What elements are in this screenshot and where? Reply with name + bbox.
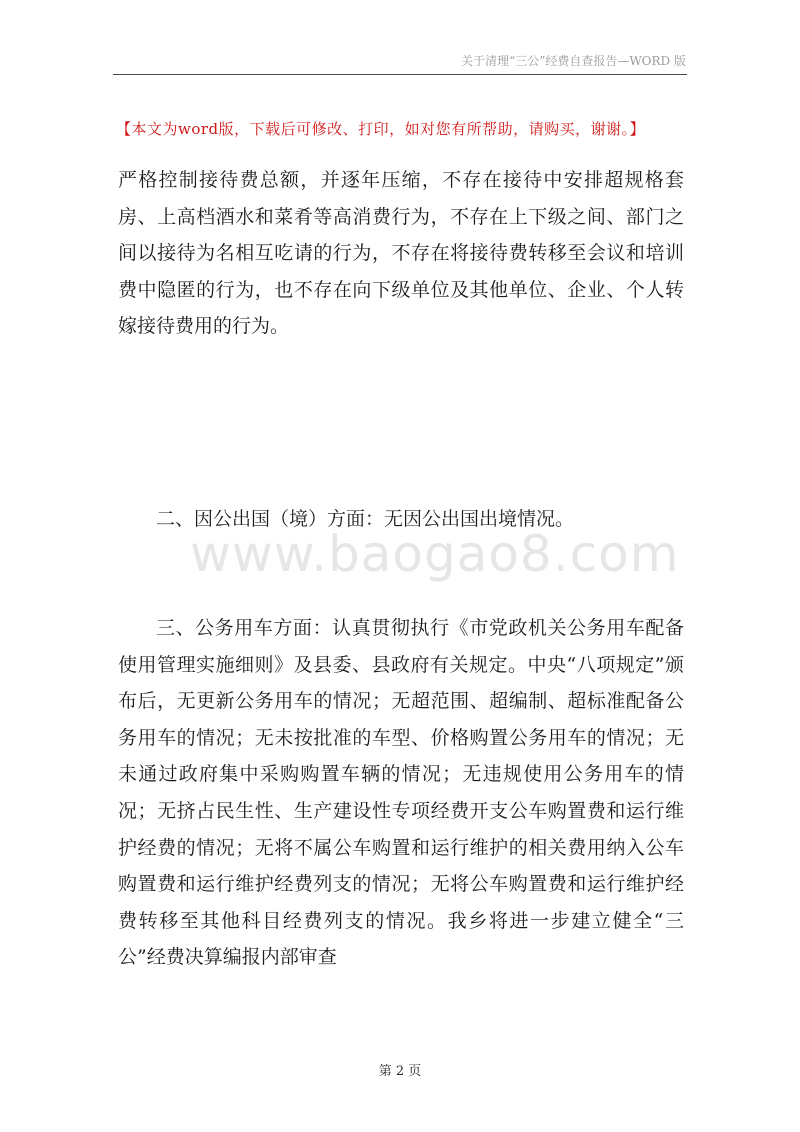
page-number: 第 2 页 [378, 1064, 422, 1079]
paragraph-official-vehicles: 三、公务用车方面：认真贯彻执行《市党政机关公务用车配备使用管理实施细则》及县委、县政府有关规定。中央“八项规定”颁布后，无更新公务用车的情况；无超范围、超编制、超标准配备公务用车的情况；无未按批准的车型、价格购置公务用车的情况；无未通过政府集中采购购置车辆的情况；无违规使用公务用车的情况；无挤占民生性、生产建设性专项经费开支公车购置费和运行维护经费的情况；无将不属公车购置和运行维护的相关费用纳入公车购置费和运行维护经费列支的情况；无将公车购置费和运行维护经费转移至其他科目经费列支的情况。我乡将进一步建立健全“三公”经费决算编报内部审查 [118, 617, 684, 969]
paragraph-hospitality: 严格控制接待费总额，并逐年压缩，不存在接待中安排超规格套房、上高档酒水和菜肴等高消费行为，不存在上下级之间、部门之间以接待为名相互吃请的行为，不存在将接待费转移至会议和培训费中隐匿的行为，也不存在向下级单位及其他单位、企业、个人转嫁接待费用的行为。 [118, 169, 684, 338]
document-header-title: 关于清理“三公”经费自查报告—WORD 版 [461, 54, 686, 68]
paragraph-overseas-travel: 二、因公出国（境）方面：无因公出国出境情况。 [156, 508, 575, 530]
header-divider [113, 74, 687, 75]
download-notice: 【本文为word版，下载后可修改、打印，如对您有所帮助，请购买，谢谢。】 [116, 120, 646, 138]
site-watermark: www.baogao8.com [190, 525, 680, 583]
